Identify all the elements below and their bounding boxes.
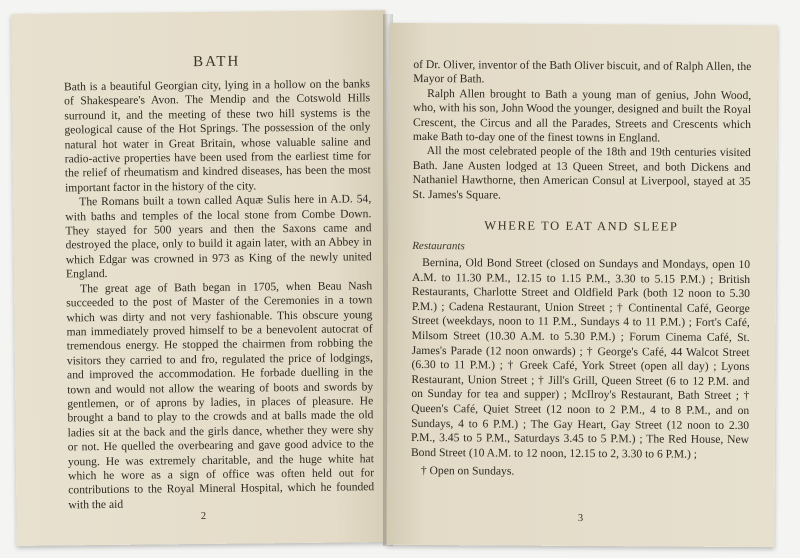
restaurant-paragraph: Bernina, Old Bond Street (closed on Sundays and Mondays, open 10 A.M. to 11.30 P.M., 12.15 to 1.15 P.M., 3.30 to 5.15 P.M.) ; British Restaurants, Charlotte Street and Oldfield Park (both 12 noon to 5.30 P.M.) ; Cadena Restaurant, Union Street ; † Continental Café, George Street (weekdays, noon to 11 P.M., Sundays 4 to 11 P.M.) ; Fort's Café, Milsom Street (10.30 A.M. to 5.30 P.M.) ; Forum Cinema Café, St. James's Parade (12 noon onwards) ; † George's Café, 44 Walcot Street (6.30 to 11 P.M.) ; † Greek Café, York Street (open all day) ; Lyons Restaurant, Union Street ; † Jill's Grill, Queen Street (6 to 12 P.M. and on Sunday for tea and supper) ; McIlroy's Restaurant, Bath Street ; † Queen's Café, Quiet Street (12 noon to 2 P.M., 4 to 8 P.M., and on Sundays, 4 to 6 P.M.) ; The Gay Heart, Gay Street (12 noon to 2.30 P.M., 3.45 to 5 P.M., Saturdays 3.45 to 5 P.M.) ; The Red House, New Bond Street (10 A.M. to 12 noon, 12.15 to 2, 3.30 to 6 P.M.) ; xyxy=(410,256,751,461)
paragraph: of Dr. Oliver, inventor of the Bath Oliver biscuit, and of Ralph Allen, the Mayor of Bath. xyxy=(413,57,752,86)
page-title: BATH xyxy=(193,53,241,71)
page-number: 2 xyxy=(200,510,207,523)
section-heading: WHERE TO EAT AND SLEEP xyxy=(484,218,679,234)
restaurant-list xyxy=(411,256,750,481)
right-page-body xyxy=(413,58,752,204)
paragraph: Ralph Allen brought to Bath a young man of genius, John Wood, who, with his son, John Wood the younger, designed and built the Royal Crescent, the Circus and all the Parades, Streets and Crescents which make Bath to-day one of the finest towns in England. xyxy=(412,86,752,145)
paragraph: Bath is a beautiful Georgian city, lying in a hollow on the banks of Shakespeare's Avon. The Mendip and the Cotswold Hills surround it, and the meeting of these two hill systems is the geological cause of the Hot Springs. The possession of the only natural hot water in Great Britain, whose valuable saline and radio-active properties have been used from the earliest time for the relief of rheumatism and kindred diseases, has been the most important factor in the history of the city. xyxy=(63,77,371,195)
footnote: † Open on Sundays. xyxy=(420,464,515,478)
paragraph: The Romans built a town called Aquæ Sulis here in A.D. 54, with baths and temples of the local stone from Combe Down. They stayed for 500 years and then the Saxons came and destroyed the place, only to build it again later, with an Abbey in which Edgar was crowned in 973 as King of the newly united England. xyxy=(65,192,372,281)
page-number: 3 xyxy=(577,512,584,525)
left-page-body xyxy=(64,77,375,512)
subheading-restaurants: Restaurants xyxy=(412,240,465,253)
paragraph: The great age of Bath began in 1705, when Beau Nash succeeded to the post of Master of the Ceremonies in a town which was dirty and not very fashionable. This obscure young man immediately proved himself to be a benevolent autocrat of tremendous energy. He stopped the chairmen from robbing the visitors they carried to and fro, regulated the price of lodgings, and improved the accommodation. He forbade duelling in the town and would not allow the wearing of boots and swords by gentlemen, or of aprons by ladies, in places of pleasure. He brought a band to play to the crowds and at balls made the old ladies sit at the back and the girls dance, whether they were shy or not. He quelled the overbearing and gave good advice to the young. He was extremely charitable, and the huge white hat which he wore as a sign of office was often held out for contributions to the Royal Mineral Hospital, which he founded with the aid xyxy=(66,278,375,512)
left-page xyxy=(11,10,391,546)
right-page xyxy=(386,23,777,547)
paragraph: All the most celebrated people of the 18th and 19th centuries visited Bath. Jane Austen lodged at 13 Queen Street, and both Dickens and Nathaniel Hawthorne, then American Consul at Liverpool, stayed at 35 St. James's Square. xyxy=(412,144,751,202)
